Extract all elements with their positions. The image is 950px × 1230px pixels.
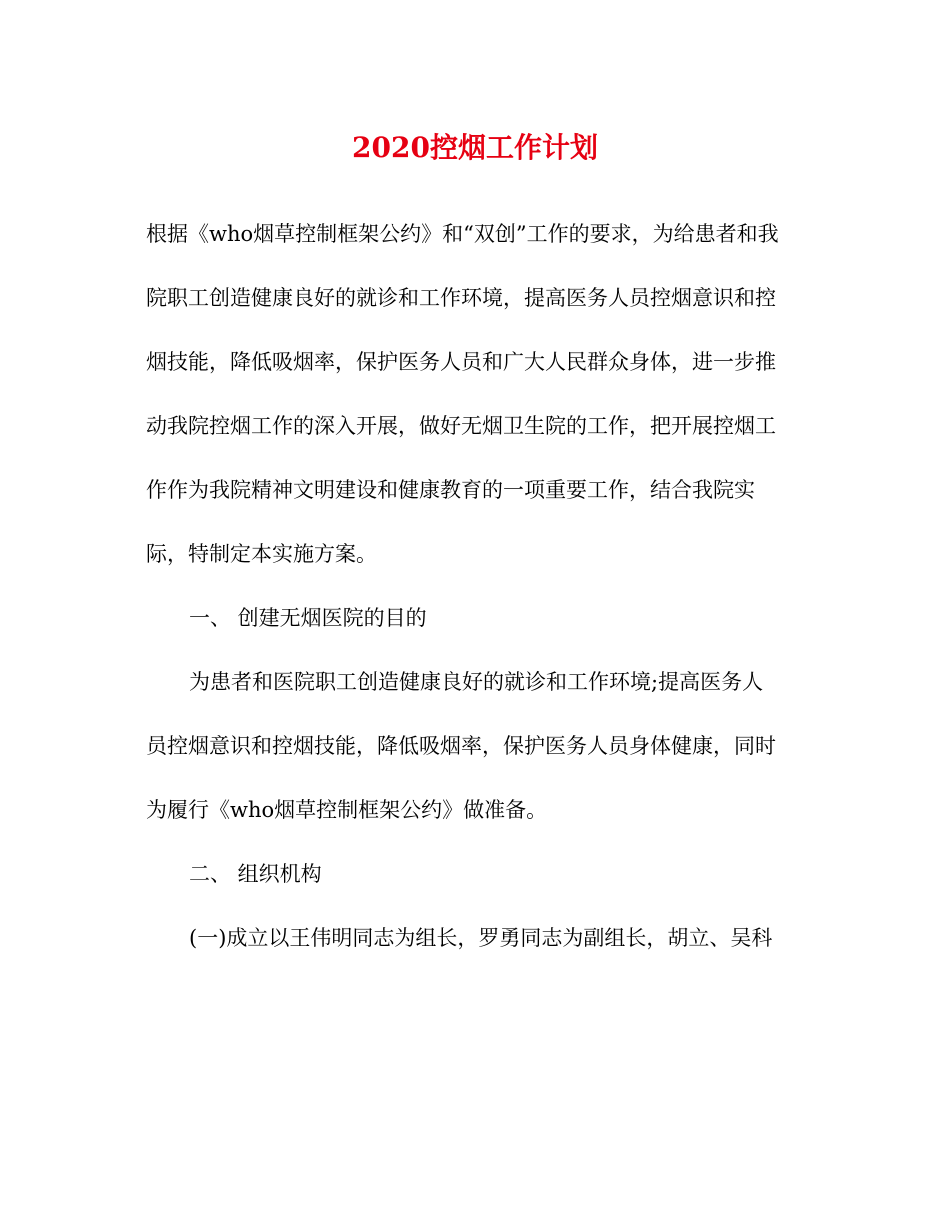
text-line: 为履行《who烟草控制框架公约》做准备。 (146, 798, 548, 822)
text-line: 院职工创造健康良好的就诊和工作环境，提高医务人员控烟意识和控 (146, 286, 776, 310)
document-title: 2020控烟工作计划 (352, 131, 598, 164)
text-line: 际，特制定本实施方案。 (146, 542, 377, 566)
text-line: 一、 创建无烟医院的目的 (189, 606, 427, 630)
text-line: 为患者和医院职工创造健康良好的就诊和工作环境;提高医务人 (189, 670, 764, 694)
text-line: 二、 组织机构 (189, 862, 322, 886)
document-body (146, 212, 806, 980)
text-line: 作作为我院精神文明建设和健康教育的一项重要工作，结合我院实 (146, 478, 755, 502)
text-line: 动我院控烟工作的深入开展，做好无烟卫生院的工作，把开展控烟工 (146, 414, 776, 438)
text-line: 根据《who烟草控制框架公约》和“双创”工作的要求，为给患者和我 (146, 222, 779, 246)
text-line: 烟技能，降低吸烟率，保护医务人员和广大人民群众身体，进一步推 (146, 350, 776, 374)
text-line: (一)成立以王伟明同志为组长，罗勇同志为副组长，胡立、吴科 (189, 926, 773, 950)
text-line: 员控烟意识和控烟技能，降低吸烟率，保护医务人员身体健康，同时 (146, 734, 776, 758)
